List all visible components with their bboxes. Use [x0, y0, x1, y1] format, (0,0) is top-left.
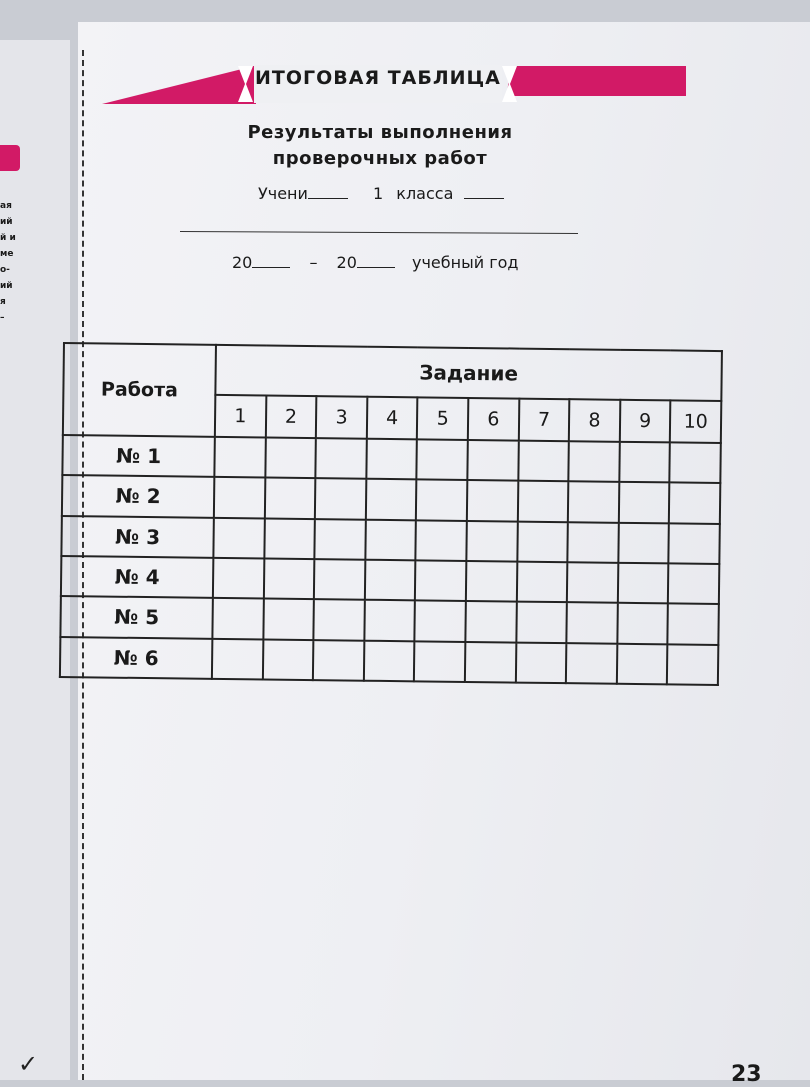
score-cell[interactable] — [264, 478, 315, 519]
left-page-tab — [0, 145, 20, 171]
left-page-text — [0, 198, 16, 326]
score-cell[interactable] — [669, 483, 720, 524]
score-cell[interactable] — [517, 481, 568, 522]
score-cell[interactable] — [668, 604, 719, 645]
task-number: 4 — [367, 397, 418, 440]
score-cell[interactable] — [670, 442, 721, 483]
score-cell[interactable] — [265, 437, 316, 478]
score-cell[interactable] — [415, 560, 466, 601]
score-cell[interactable] — [617, 603, 668, 644]
score-cell[interactable] — [566, 643, 617, 684]
score-cell[interactable] — [619, 482, 670, 523]
score-cell[interactable] — [567, 562, 618, 603]
score-cell[interactable] — [213, 518, 264, 559]
score-cell[interactable] — [669, 523, 720, 564]
score-cell[interactable] — [467, 440, 518, 481]
snippet-line: ме — [0, 249, 14, 259]
score-cell[interactable] — [364, 640, 415, 681]
score-cell[interactable] — [466, 521, 517, 562]
score-cell[interactable] — [568, 441, 619, 482]
score-cell[interactable] — [263, 599, 314, 640]
score-cell[interactable] — [415, 601, 466, 642]
score-cell[interactable] — [517, 521, 568, 562]
student-prefix: Учени — [258, 184, 308, 203]
work-label: № 2 — [62, 475, 214, 517]
score-cell[interactable] — [214, 477, 265, 518]
year-start: 20 — [232, 253, 253, 272]
year-dash: – — [309, 253, 318, 272]
task-number: 6 — [468, 398, 519, 441]
score-cell[interactable] — [262, 639, 313, 680]
subtitle-line-1: Результаты выполнения — [247, 122, 513, 143]
task-number: 1 — [215, 395, 266, 438]
year-start-blank[interactable] — [252, 266, 290, 268]
grade-number: 1 — [373, 184, 384, 203]
student-line — [258, 184, 504, 203]
scissors-mark-icon: ✓ — [18, 1050, 39, 1078]
score-cell[interactable] — [365, 560, 416, 601]
score-cell[interactable] — [264, 518, 315, 559]
year-end: 20 — [336, 253, 357, 272]
snippet-line: – — [0, 313, 5, 323]
year-end-blank[interactable] — [357, 266, 395, 268]
snippet-line: ий — [0, 217, 13, 227]
work-column-header: Работа — [63, 343, 216, 437]
score-cell[interactable] — [213, 558, 264, 599]
score-cell[interactable] — [316, 438, 367, 479]
score-cell[interactable] — [466, 561, 517, 602]
work-label: № 5 — [60, 596, 212, 638]
score-cell[interactable] — [314, 559, 365, 600]
class-letter-blank[interactable] — [464, 197, 504, 199]
score-cell[interactable] — [617, 643, 668, 684]
work-label: № 6 — [60, 637, 212, 679]
snippet-line: я — [0, 297, 6, 307]
work-label: № 4 — [61, 556, 213, 598]
snippet-line: й и — [0, 233, 16, 243]
score-cell[interactable] — [516, 562, 567, 603]
results-table — [59, 342, 725, 688]
score-cell[interactable] — [467, 480, 518, 521]
task-number: 9 — [620, 400, 671, 443]
score-cell[interactable] — [263, 558, 314, 599]
year-label: учебный год — [412, 253, 519, 272]
subtitle-line-2: проверочных работ — [272, 148, 488, 169]
task-group-header: Задание — [215, 345, 722, 401]
class-word: класса — [396, 184, 454, 203]
work-label: № 1 — [62, 435, 214, 477]
score-cell[interactable] — [212, 598, 263, 639]
score-cell[interactable] — [214, 437, 265, 478]
score-cell[interactable] — [618, 522, 669, 563]
student-ending-blank[interactable] — [308, 197, 348, 199]
task-number: 10 — [670, 400, 721, 443]
score-cell[interactable] — [567, 602, 618, 643]
task-number: 2 — [265, 395, 316, 438]
work-label: № 3 — [61, 516, 213, 558]
score-cell[interactable] — [568, 522, 619, 563]
score-cell[interactable] — [314, 599, 365, 640]
score-cell[interactable] — [516, 602, 567, 643]
score-cell[interactable] — [366, 479, 417, 520]
score-cell[interactable] — [315, 519, 366, 560]
snippet-line: ий — [0, 281, 13, 291]
score-cell[interactable] — [618, 563, 669, 604]
score-cell[interactable] — [366, 439, 417, 480]
page-title: ИТОГОВАЯ ТАБЛИЦА — [255, 67, 501, 89]
score-cell[interactable] — [465, 601, 516, 642]
task-number: 8 — [569, 399, 620, 442]
score-cell[interactable] — [515, 642, 566, 683]
table-row — [60, 637, 718, 685]
score-cell[interactable] — [465, 642, 516, 683]
score-cell[interactable] — [416, 520, 467, 561]
score-cell[interactable] — [619, 442, 670, 483]
page-number: 23 — [731, 1062, 762, 1087]
score-cell[interactable] — [212, 638, 263, 679]
score-cell[interactable] — [364, 600, 415, 641]
score-cell[interactable] — [518, 441, 569, 482]
score-cell[interactable] — [416, 480, 467, 521]
score-cell[interactable] — [568, 482, 619, 523]
snippet-line: ая — [0, 201, 12, 211]
year-line — [232, 253, 518, 272]
score-cell[interactable] — [667, 644, 718, 685]
score-cell[interactable] — [315, 478, 366, 519]
score-cell[interactable] — [365, 519, 416, 560]
score-cell[interactable] — [414, 641, 465, 682]
score-cell[interactable] — [668, 563, 719, 604]
task-number: 5 — [417, 397, 468, 440]
score-cell[interactable] — [417, 439, 468, 480]
score-cell[interactable] — [313, 640, 364, 681]
snippet-line: о- — [0, 265, 10, 275]
task-number: 3 — [316, 396, 367, 439]
task-number: 7 — [518, 399, 569, 442]
